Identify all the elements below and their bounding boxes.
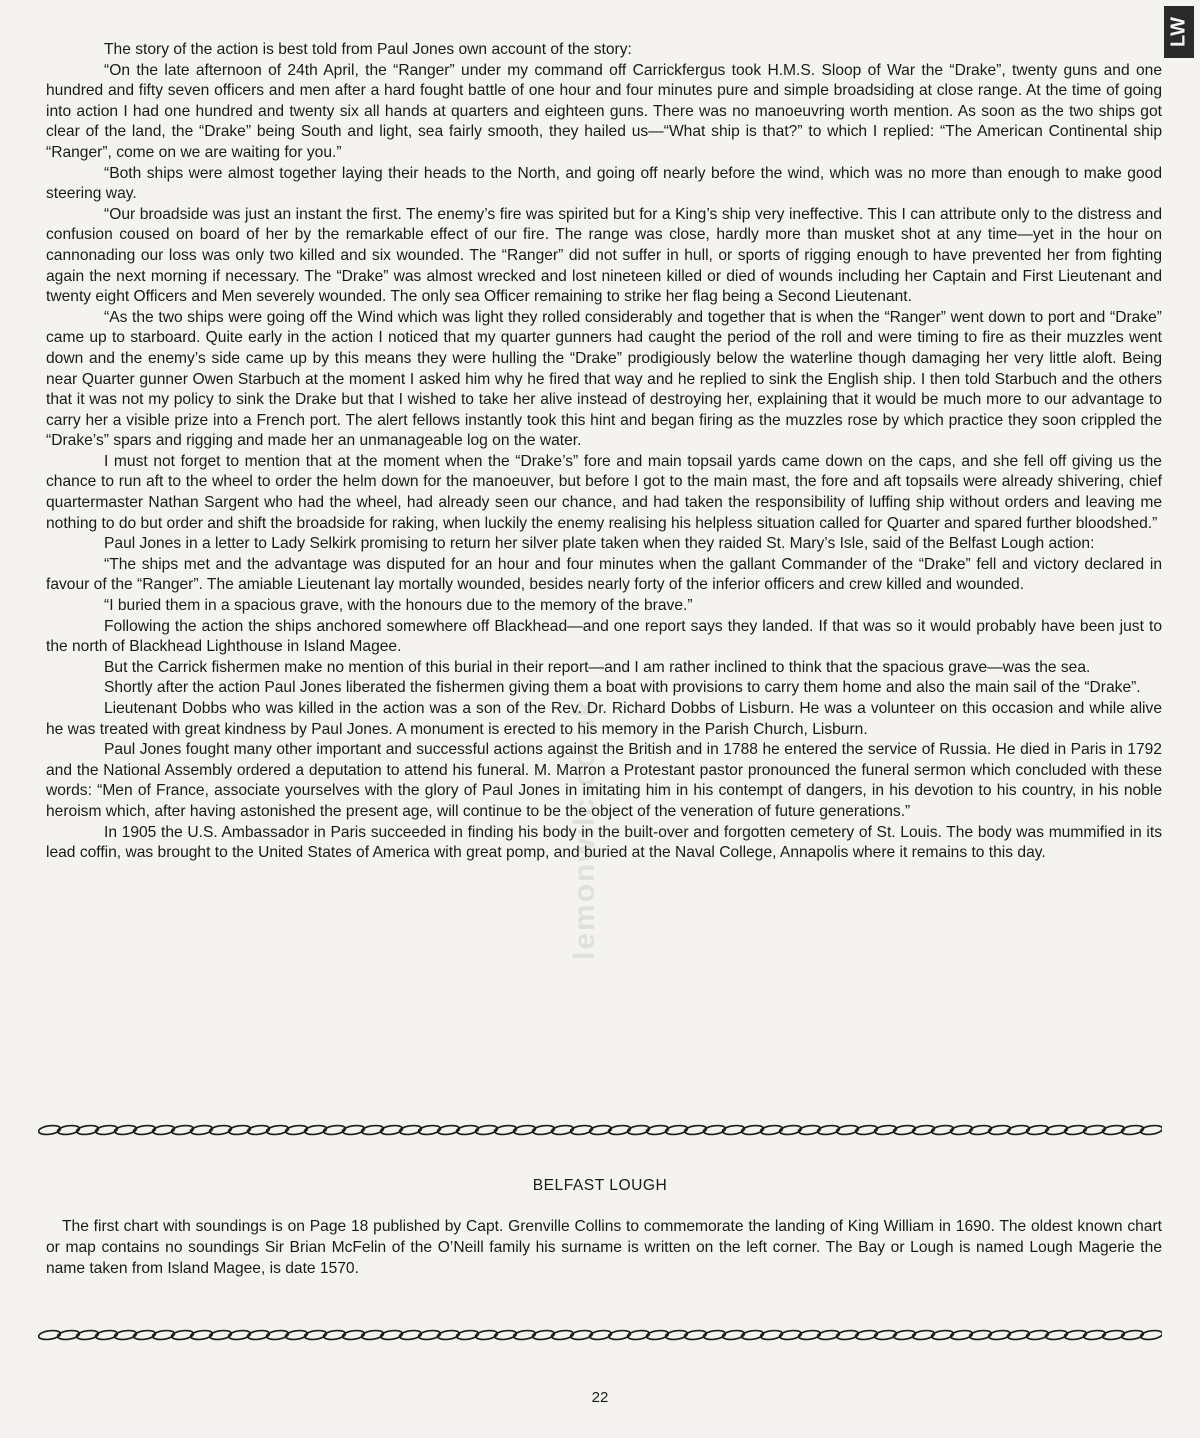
story-paragraph: “Both ships were almost together laying their heads to the North, and going off nearly before the wind, which was no more than enough to make good steering way.	[46, 164, 1162, 203]
story-paragraph: In 1905 the U.S. Ambassador in Paris succeeded in finding his body in the built-over and forgotten cemetery of St. Louis. The body was mummified in its lead coffin, was brought to the United States of America with great pomp, and buried at the Naval College, Annapolis where it remains to this day.	[46, 823, 1162, 862]
corner-mark: LW	[1164, 6, 1194, 58]
story-paragraph: “Our broadside was just an instant the first. The enemy’s fire was spirited but for a King’s ship very ineffective. This I can attribute only to the distress and confusion coused on board of her by the remarkable effect of our fire. The range was close, hardly more than musket shot at any time—yet in the hour on cannonading our loss was only two killed and six wounded. The “Ranger” did not suffer in hull, or sports of rigging enough to have prevented her from fighting again the next morning if necessary. The “Drake” was almost wrecked and lost nineteen killed or died of wounds including her Captain and First Lieutenant and twenty eight Officers and Men severely wounded. The only sea Officer remaining to strike her flag being a Second Lieutenant.	[46, 205, 1162, 306]
page-number: 22	[591, 1389, 609, 1406]
story-paragraph: “As the two ships were going off the Wind which was light they rolled considerably and together that is when the “Ranger” went down to port and “Drake” came up to starboard. Quite early in the action I noticed that my quarter gunners had caught the period of the roll and were timing to fire as their muzzles went down and the enemy’s side came up by this means they were hulling the “Drake” prodigiously below the waterline though damaging her very little aloft. Being near Quarter gunner Owen Starbuch at the moment I asked him why he fired that way and he replied to sink the English ship. I then told Starbuch and the others that it was not my policy to sink the Drake but that I wished to take her alive instead of destroying her, explaining that it would be much more to our advantage to carry her a visible prize into a French port. The alert fellows instantly took this hint and began firing as the muzzles rose by which practice they soon crippled the “Drake’s” spars and rigging and made her an unmanageable log on the water.	[46, 308, 1162, 450]
story-paragraph: I must not forget to mention that at the moment when the “Drake’s” fore and main topsail yards came down on the caps, and she fell off giving us the chance to run aft to the wheel to order the helm down for the manoeuver, but before I got to the main mast, the fore and aft topsails were already shivering, chief quartermaster Nathan Sargent who had the wheel, had already seen our chance, and had taken the responsibility of luffing ship without orders and leaving me nothing to do but order and shift the broadside for raking, when luckily the enemy realising his helpless situation called for Quarter and spared further bloodshed.”	[46, 452, 1162, 532]
story-paragraph: The story of the action is best told from Paul Jones own account of the story:	[104, 41, 632, 58]
story-paragraph: But the Carrick fishermen make no mention of this burial in their report—and I am rather inclined to think that the spacious grave—was the sea.	[104, 658, 1091, 676]
story-paragraph: “The ships met and the advantage was disputed for an hour and four minutes when the gallant Commander of the “Drake” fell and victory declared in favour of the “Ranger”. The amiable Lieutenant lay mortally wounded, besides nearly forty of the inferior officers and crew killed and wounded.	[46, 555, 1162, 594]
story-paragraph: Paul Jones fought many other important and successful actions against the British and in 1788 he entered the service of Russia. He died in Paris in 1792 and the National Assembly ordered a deputation to attend his funeral. M. Marron a Protestant pastor pronounced the funeral sermon which concluded with these words: “Men of France, associate yourselves with the glory of Paul Jones in imitating him in his contempt of dangers, in his devotion to his country, in his noble heroism which, after having astonished the present age, will continue to be the object of the veneration of future generations.”	[46, 741, 1162, 820]
chain-divider	[38, 1325, 1162, 1345]
chain-divider	[38, 1120, 1162, 1140]
story-paragraph: Paul Jones in a letter to Lady Selkirk promising to return her silver plate taken when they raided St. Mary’s Isle, said of the Belfast Lough action:	[104, 535, 1095, 553]
watermark: lemonwilc.co.uk	[568, 698, 601, 960]
story-paragraph: Following the action the ships anchored somewhere off Blackhead—and one report says they landed. If that was so it would probably have been just to the north of Blackhead Lighthouse in Island Magee.	[46, 617, 1162, 656]
story-paragraph: “I buried them in a spacious grave, with the honours due to the memory of the brave.”	[104, 597, 693, 615]
story-paragraph: Lieutenant Dobbs who was killed in the action was a son of the Rev. Dr. Richard Dobbs of Lisburn. He was a volunteer on this occasion and while alive he was treated with great kindness by Paul Jones. A monument is erected to his memory in the Parish Church, Lisburn.	[46, 700, 1162, 738]
story-paragraph: Shortly after the action Paul Jones liberated the fishermen giving them a boat with provisions to carry them home and also the main sail of the “Drake”.	[104, 679, 1141, 697]
section-title: BELFAST LOUGH	[532, 1177, 668, 1194]
story-text	[46, 40, 1162, 864]
section-body: The first chart with soundings is on Page 18 published by Capt. Grenville Collins to commemorate the landing of King William in 1690. The oldest known chart or map contains no soundings Sir Brian McFelin of the O’Neill family his surname is written on the left corner. The Bay or Lough is named Lough Magerie the name taken from Island Magee, is date 1570.	[46, 1218, 1162, 1277]
story-paragraph: “On the late afternoon of 24th April, the “Ranger” under my command off Carrickfergus took H.M.S. Sloop of War the “Drake”, twenty guns and one hundred and fifty seven officers and men after a hard fought battle of one hour and four minutes pure and simple broadsiding at close range. At the time of going into action I had one hundred and twenty six all hands at quarters and eighteen guns. There was no manoeuvring worth mention. As soon as the two ships got clear of the land, the “Drake” being South and light, sea fairly smooth, they hailed us—“What ship is that?” to which I replied: “The American Continental ship “Ranger”, come on we are waiting for you.”	[46, 61, 1162, 161]
